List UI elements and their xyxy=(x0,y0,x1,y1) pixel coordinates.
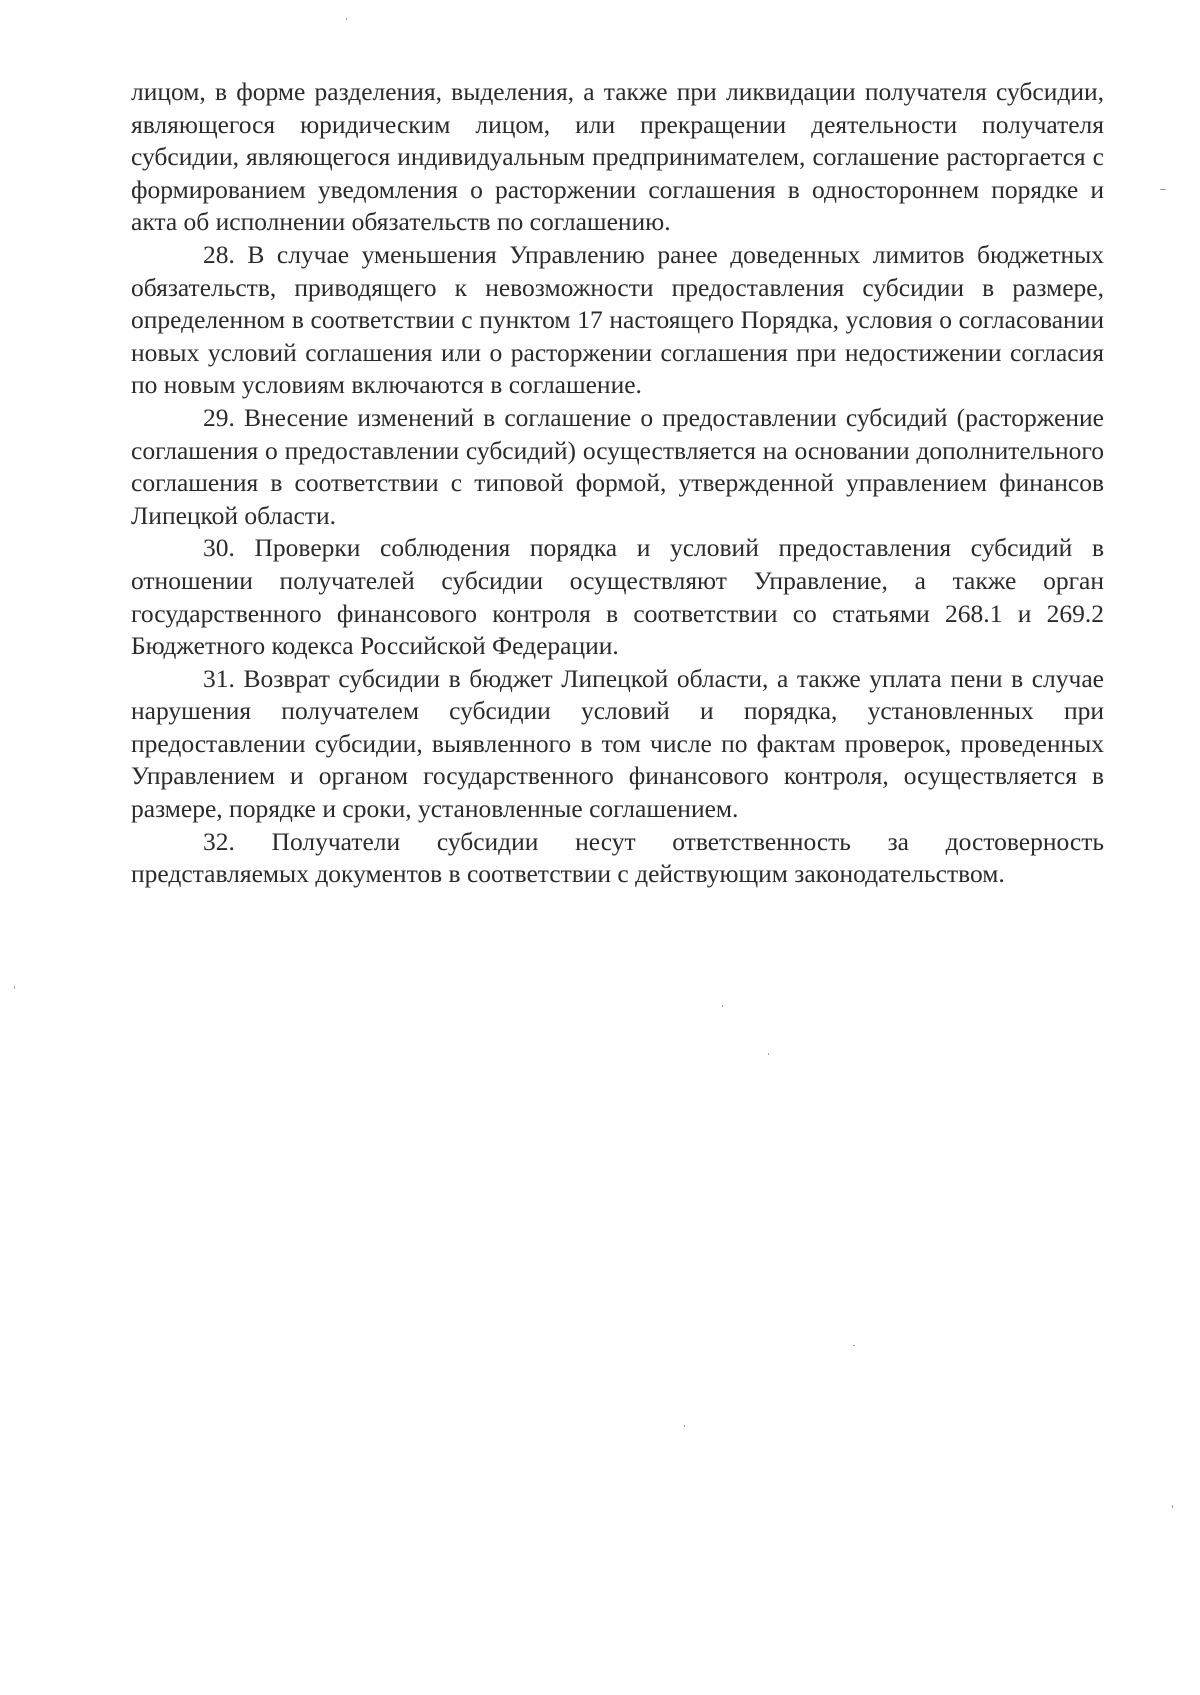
paragraph-30: 30. Проверки соблюдения порядка и условий предоставления субсидий в отношении получателей субсидии осуществляют Управление, а также орган государственного финансового контроля в соответствии со статьями 268.1 и 269.2 Бюджетного кодекса Российской Федерации. xyxy=(131,533,1104,661)
scan-speck xyxy=(684,1425,685,1427)
document-body xyxy=(131,76,1104,891)
scan-speck xyxy=(346,18,347,20)
paragraph-31: 31. Возврат субсидии в бюджет Липецкой области, а также уплата пени в случае нарушения получателем субсидии условий и порядка, установленных при предоставлении субсидии, выявленного в том числе по фактам проверок, проведенных Управлением и органом государственного финансового контроля, осуществляется в размере, порядке и сроки, установленные соглашением. xyxy=(131,663,1104,824)
scan-speck xyxy=(14,986,15,989)
paragraph-28: 28. В случае уменьшения Управлению ранее доведенных лимитов бюджетных обязательств, приводящего к невозможности предоставления субсидии в размере, определенном в соответствии с пунктом 17 настоящего Порядка, условия о согласовании новых условий соглашения или о расторжении соглашения при недостижении согласия по новым условиям включаются в соглашение. xyxy=(131,239,1104,400)
scan-speck xyxy=(853,1345,855,1346)
scan-speck xyxy=(1172,1505,1173,1508)
scan-speck xyxy=(722,1005,723,1007)
scan-speck xyxy=(1160,189,1166,190)
scan-speck xyxy=(768,1053,769,1055)
paragraph-29: 29. Внесение изменений в соглашение о предоставлении субсидий (расторжение соглашения о предоставлении субсидий) осуществляется на основании дополнительного соглашения в соответствии с типовой формой, утвержденной управлением финансов Липецкой области. xyxy=(131,402,1104,530)
paragraph-continuation: лицом, в форме разделения, выделения, а также при ликвидации получателя субсидии, являющегося юридическим лицом, или прекращении деятельности получателя субсидии, являющегося индивидуальным предпринимателем, соглашение расторгается с формированием уведомления о расторжении соглашения в одностороннем порядке и акта об исполнении обязательств по соглашению. xyxy=(131,77,1104,237)
paragraph-32: 32. Получатели субсидии несут ответственность за достоверность представляемых документов в соответствии с действующим законодательством. xyxy=(131,826,1104,889)
